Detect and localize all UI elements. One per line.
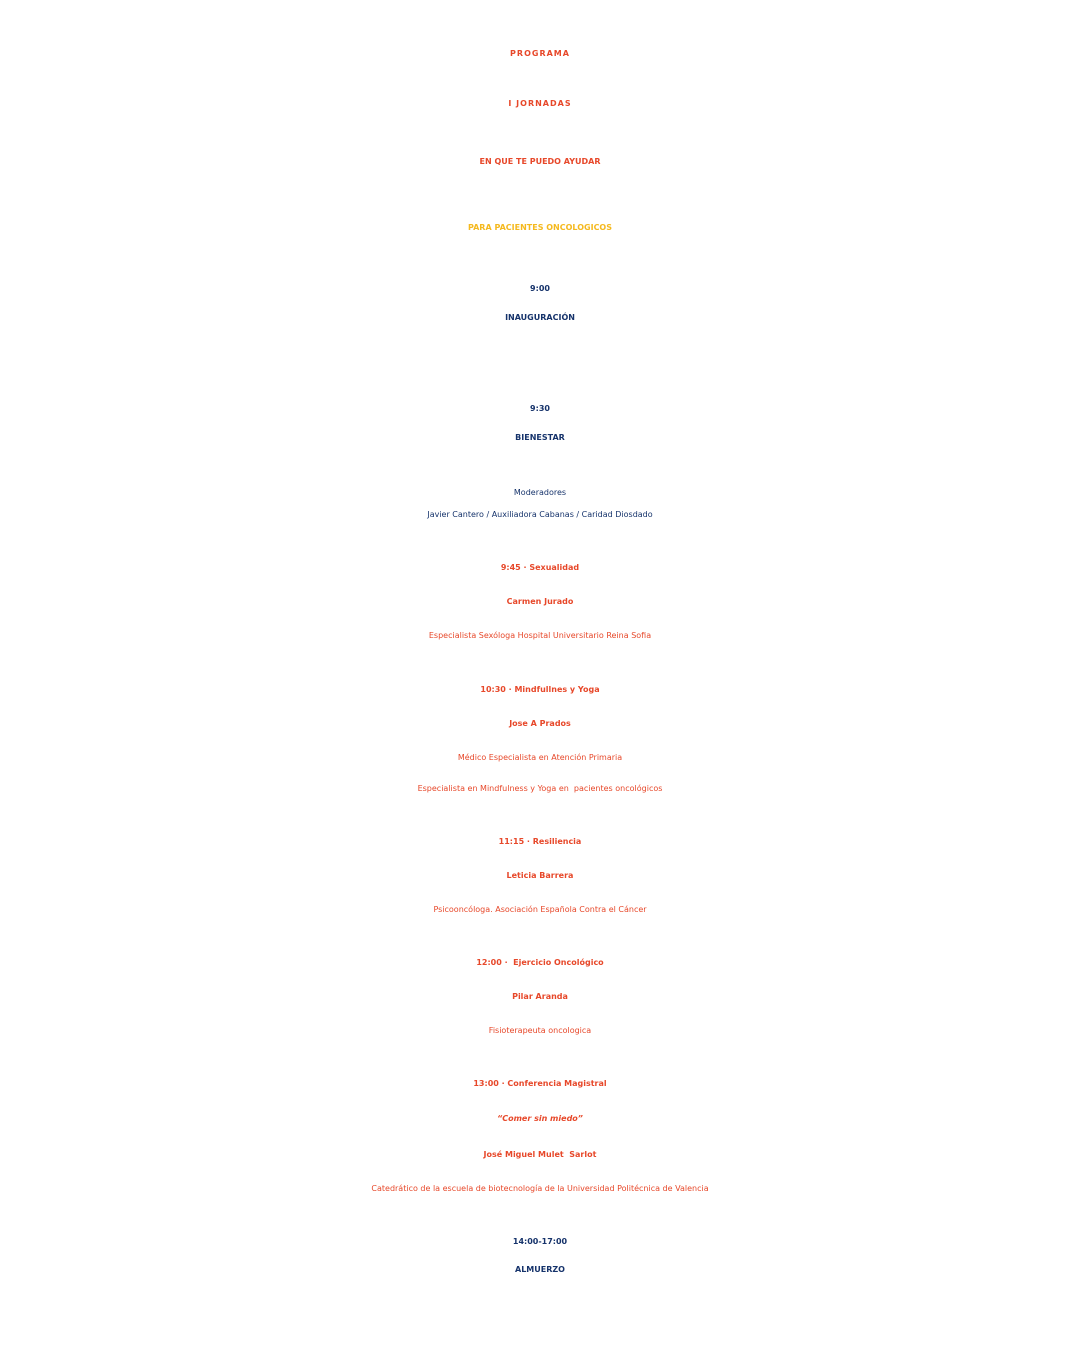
- session-role: Especialista Sexóloga Hospital Universitario Reina Sofia: [428, 631, 652, 640]
- session-role: Médico Especialista en Atención Primaria: [457, 753, 623, 762]
- header-audience: PARA PACIENTES ONCOLOGICOS: [467, 223, 612, 232]
- session-heading: 10:30 · Mindfullnes y Yoga: [480, 685, 600, 694]
- lunch-title: ALMUERZO: [515, 1265, 565, 1274]
- session-heading: 9:45 · Sexualidad: [500, 563, 580, 572]
- header-event-name: EN QUE TE PUEDO AYUDAR: [479, 157, 601, 166]
- header-programa: PROGRAMA: [510, 49, 570, 58]
- session-speaker: José Miguel Mulet Sarlot: [483, 1150, 597, 1159]
- opening-title: INAUGURACIÓN: [505, 313, 575, 322]
- lunch-time: 14:00-17:00: [512, 1237, 568, 1246]
- session-role: Psicooncóloga. Asociación Española Contra el Cáncer: [433, 905, 647, 914]
- wellbeing-time: 9:30: [530, 404, 550, 413]
- session-role: Especialista en Mindfulness y Yoga en pacientes oncológicos: [417, 784, 663, 793]
- session-speaker: Carmen Jurado: [506, 597, 574, 606]
- session-heading: 11:15 · Resiliencia: [498, 837, 582, 846]
- session-speaker: Leticia Barrera: [506, 871, 574, 880]
- opening-time: 9:00: [530, 284, 550, 293]
- header-jornadas: I JORNADAS: [508, 99, 572, 108]
- session-heading: 13:00 · Conferencia Magistral: [473, 1079, 607, 1088]
- session-role: Catedrático de la escuela de biotecnología de la Universidad Politécnica de Valencia: [371, 1184, 709, 1193]
- session-speaker: Jose A Prados: [509, 719, 571, 728]
- session-role: Fisioterapeuta oncologica: [488, 1026, 592, 1035]
- wellbeing-title: BIENESTAR: [515, 433, 565, 442]
- moderators-names: Javier Cantero / Auxiliadora Cabanas / Caridad Diosdado: [427, 510, 653, 519]
- moderators-label: Moderadores: [513, 488, 567, 497]
- session-speaker: Pilar Aranda: [512, 992, 568, 1001]
- session-subtitle: “Comer sin miedo”: [497, 1114, 583, 1123]
- session-heading: 12:00 · Ejercicio Oncológico: [476, 958, 604, 967]
